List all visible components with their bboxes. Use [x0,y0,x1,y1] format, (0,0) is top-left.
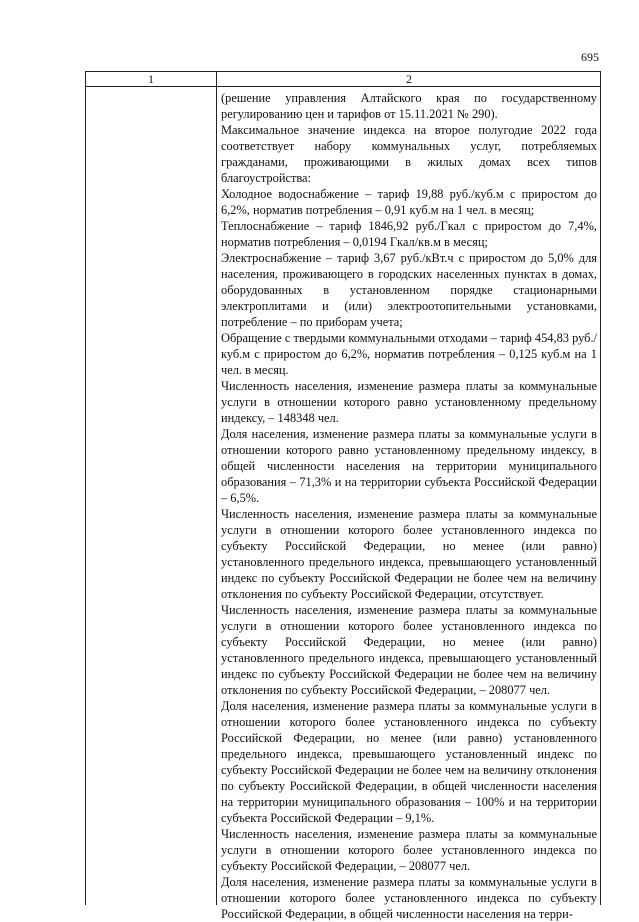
paragraph-share-equal-index: Доля населения, изменение размера платы за коммунальные услуги в отношении которого равно установленному предельному индексу, в общей численности населения на территории муниципального образования – 71,3% и на территории субъекта Российской Федерации – 6,5%. [221,427,597,505]
paragraph-cold-water: Холодное водоснабжение – тариф 19,88 руб./куб.м с приростом до 6,2%, норматив потребления – 0,91 куб.м на 1 чел. в месяц; [221,187,597,217]
paragraph-heating: Теплоснабжение – тариф 1846,92 руб./Гкал с приростом до 7,4%, норматив потребления – 0,0194 Гкал/кв.м в месяц; [221,219,597,249]
column-2-header: 2 [406,72,412,86]
column-2-text [221,90,597,922]
paragraph-decision-reference: (решение управления Алтайского края по государственному регулированию цен и тарифов от 15.11.2021 № 290). [221,91,597,121]
table-header-row [86,72,600,87]
document-table [85,71,601,921]
paragraph-population-more-than-index: Численность населения, изменение размера платы за коммунальные услуги в отношении которого более установленного индекса по субъекту Российской Федерации, – 208077 чел. [221,827,597,873]
paragraph-population-above-index: Численность населения, изменение размера платы за коммунальные услуги в отношении которого более установленного индекса по субъекту Российской Федерации, но менее (или равно) установленного предельного индекса, превышающего установленный индекс по субъекту Российской Федерации не более чем на величину отклонения по субъекту Российской Федерации, – 208077 чел. [221,603,597,697]
paragraph-share-more-than-index: Доля населения, изменение размера платы за коммунальные услуги в отношении которого более установленного индекса по субъекту Российской Федерации, в общей численности населения на терри- [221,875,597,921]
paragraph-population-equal-index: Численность населения, изменение размера платы за коммунальные услуги в отношении которого равно установленному предельному индексу, – 148348 чел. [221,379,597,425]
page-number: 695 [581,50,599,64]
column-1-header: 1 [148,72,154,86]
paragraph-solid-waste: Обращение с твердыми коммунальными отходами – тариф 454,83 руб./куб.м с приростом до 6,2%, норматив потребления – 0,125 куб.м на 1 чел. в месяц. [221,331,597,377]
paragraph-electricity: Электроснабжение – тариф 3,67 руб./кВт.ч с приростом до 5,0% для населения, проживающего в городских населенных пунктах в домах, оборудованных в установленном порядке стационарными электроплитами и (или) электроотопительными установками, потребление – по приборам учета; [221,251,597,329]
column-divider [216,72,217,905]
paragraph-share-above-index: Доля населения, изменение размера платы за коммунальные услуги в отношении которого более установленного индекса по субъекту Российской Федерации, но менее (или равно) установленного предельного индекса, превышающего установленный индекс по субъекту Российской Федерации не более чем на величину отклонения по субъекту Российской Федерации, в общей численности населения на территории муниципального образования – 100% и на территории субъекта Российской Федерации – 9,1%. [221,699,597,825]
paragraph-population-above-index-none: Численность населения, изменение размера платы за коммунальные услуги в отношении которого более установленного индекса по субъекту Российской Федерации, но менее (или равно) установленного предельного индекса, превышающего установленный индекс по субъекту Российской Федерации не более чем на величину отклонения по субъекту Российской Федерации, отсутствует. [221,507,597,601]
paragraph-max-index: Максимальное значение индекса на второе полугодие 2022 года соответствует набору коммунальных услуг, потребляемых гражданами, проживающими в жилых домах всех типов благоустройства: [221,123,597,185]
